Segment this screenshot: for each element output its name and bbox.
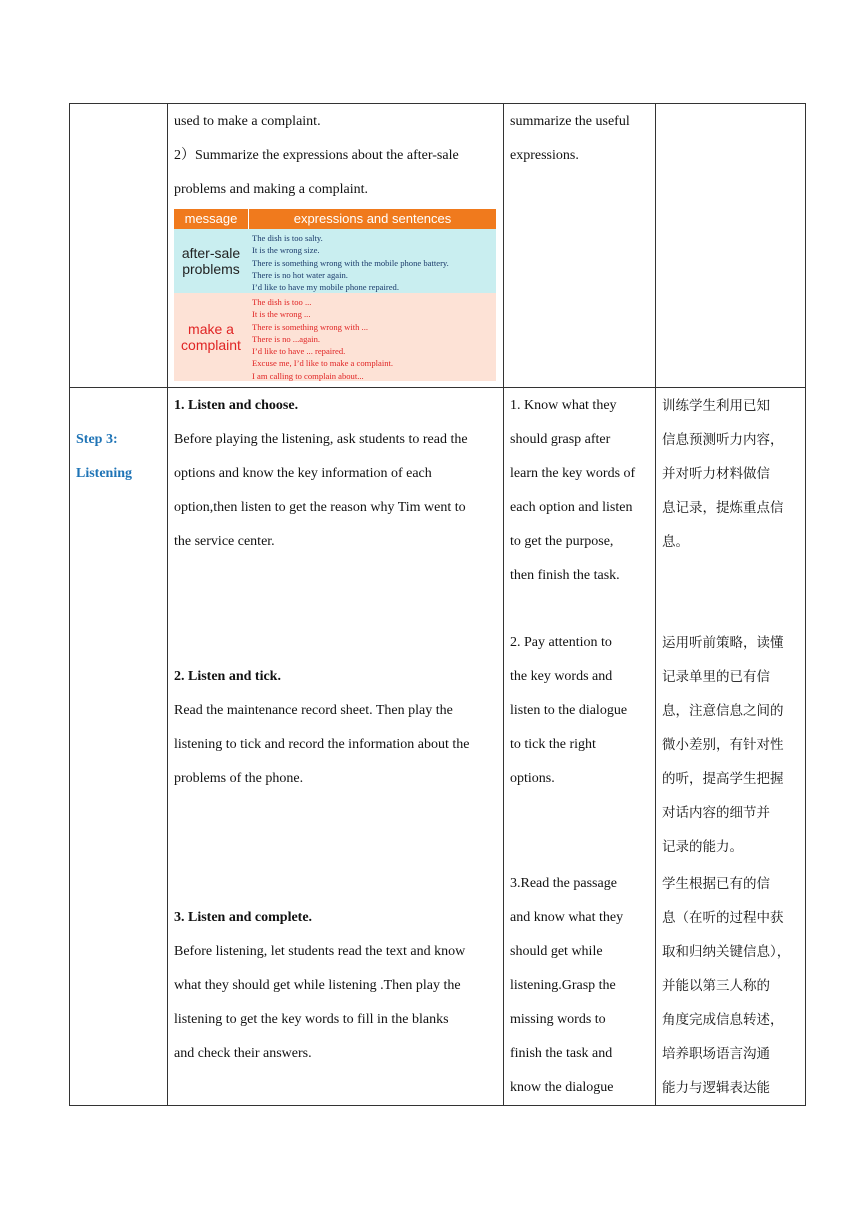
task-title: 2. Listen and tick. [174, 669, 281, 684]
text-line: used to make a complaint. [174, 114, 321, 129]
text-line: 信息预测听力内容， [662, 432, 784, 448]
text-line: 学生根据已有的信 [662, 876, 770, 892]
student-activity-cell [504, 388, 656, 1106]
text-line: the key words and [510, 669, 613, 684]
text-line: 取和归纳关键信息）， [662, 944, 791, 960]
text-line: 训练学生利用已知 [662, 398, 770, 414]
purpose-cell [656, 388, 806, 1106]
text-line: 2. Pay attention to [510, 635, 612, 650]
text-line: 对话内容的细节并 [662, 805, 770, 821]
step-cell [70, 104, 168, 388]
complaint-label: make a complaint [181, 321, 241, 353]
student-activity-cell [504, 104, 656, 388]
text-line: to tick the right [510, 737, 596, 752]
text-line: options. [510, 771, 555, 786]
expressions-table-header [174, 209, 496, 229]
text-line: then finish the task. [510, 568, 620, 583]
text-line: 并能以第三人称的 [662, 978, 770, 994]
text-line: summarize the useful [510, 114, 630, 129]
text-line: Read the maintenance record sheet. Then play the [174, 703, 453, 718]
text-line: 息记录，提炼重点信 [662, 500, 784, 516]
text-line: 能力与逻辑表达能 [662, 1080, 770, 1096]
text-line: Before playing the listening, ask students to read the [174, 432, 468, 447]
text-line: 2）Summarize the expressions about the after-sale [174, 148, 459, 163]
text-line: 培养职场语言沟通 [662, 1046, 770, 1062]
text-line: expressions. [510, 148, 579, 163]
table-row [70, 104, 806, 388]
complaint-sentences: The dish is too ... It is the wrong ... There is something wrong with ... There is no ...again. I’d like to have ... repaired. Excuse me, I’d like to make a complaint. I am calling to complain about... [252, 297, 394, 381]
text-line: missing words to [510, 1012, 606, 1027]
text-line: listening to tick and record the information about the [174, 737, 470, 752]
text-line: 3.Read the passage [510, 876, 617, 891]
text-line: problems of the phone. [174, 771, 304, 786]
text-line: and know what they [510, 910, 624, 925]
after-sale-row [174, 229, 496, 293]
text-line: listening.Grasp the [510, 978, 616, 993]
teacher-activity-cell [168, 104, 504, 388]
text-line: option,then listen to get the reason why Tim went to [174, 500, 466, 515]
step-title: Step 3: [76, 432, 118, 447]
text-line: 并对听力材料做信 [662, 466, 770, 482]
text-line: 1. Know what they [510, 398, 617, 413]
text-line: know the dialogue [510, 1080, 614, 1095]
purpose-cell [656, 104, 806, 388]
text-line: finish the task and [510, 1046, 613, 1061]
text-line: Before listening, let students read the text and know [174, 944, 466, 959]
text-line: what they should get while listening .Then play the [174, 978, 461, 993]
after-sale-label: after-sale problems [181, 245, 241, 277]
header-message: message [174, 209, 249, 229]
text-line: learn the key words of [510, 466, 636, 481]
teacher-activity-cell [168, 388, 504, 1106]
text-line: the service center. [174, 534, 275, 549]
text-line: 息，注意信息之间的 [662, 703, 784, 719]
text-line: options and know the key information of each [174, 466, 432, 481]
complaint-row [174, 293, 496, 381]
task-title: 1. Listen and choose. [174, 398, 299, 413]
text-line: problems and making a complaint. [174, 182, 369, 197]
lesson-plan-table [69, 103, 806, 1106]
text-line: 记录单里的已有信 [662, 669, 770, 685]
text-line: should get while [510, 944, 603, 959]
text-line: and check their answers. [174, 1046, 312, 1061]
text-line: 记录的能力。 [662, 839, 743, 855]
table-row [70, 388, 806, 1106]
text-line: 息。 [662, 534, 689, 550]
task-title: 3. Listen and complete. [174, 910, 313, 925]
after-sale-sentences: The dish is too salty. It is the wrong size. There is something wrong with the mobile phone battery. There is no hot water again. I’d like to have my mobile phone repaired. [252, 233, 449, 293]
step-subtitle: Listening [76, 466, 133, 481]
text-line: each option and listen [510, 500, 633, 515]
text-line: 息（在听的过程中获 [662, 910, 784, 926]
text-line: 角度完成信息转述， [662, 1012, 784, 1028]
step-cell [70, 388, 168, 1106]
header-expressions: expressions and sentences [293, 211, 452, 226]
text-line: listen to the dialogue [510, 703, 628, 718]
text-line: 的听，提高学生把握 [662, 771, 784, 787]
text-line: to get the purpose, [510, 534, 614, 549]
text-line: 运用听前策略，读懂 [662, 635, 784, 651]
expressions-table-image [174, 209, 496, 381]
text-line: listening to get the key words to fill in the blanks [174, 1012, 449, 1027]
text-line: should grasp after [510, 432, 611, 447]
text-line: 微小差别，有针对性 [662, 737, 784, 753]
